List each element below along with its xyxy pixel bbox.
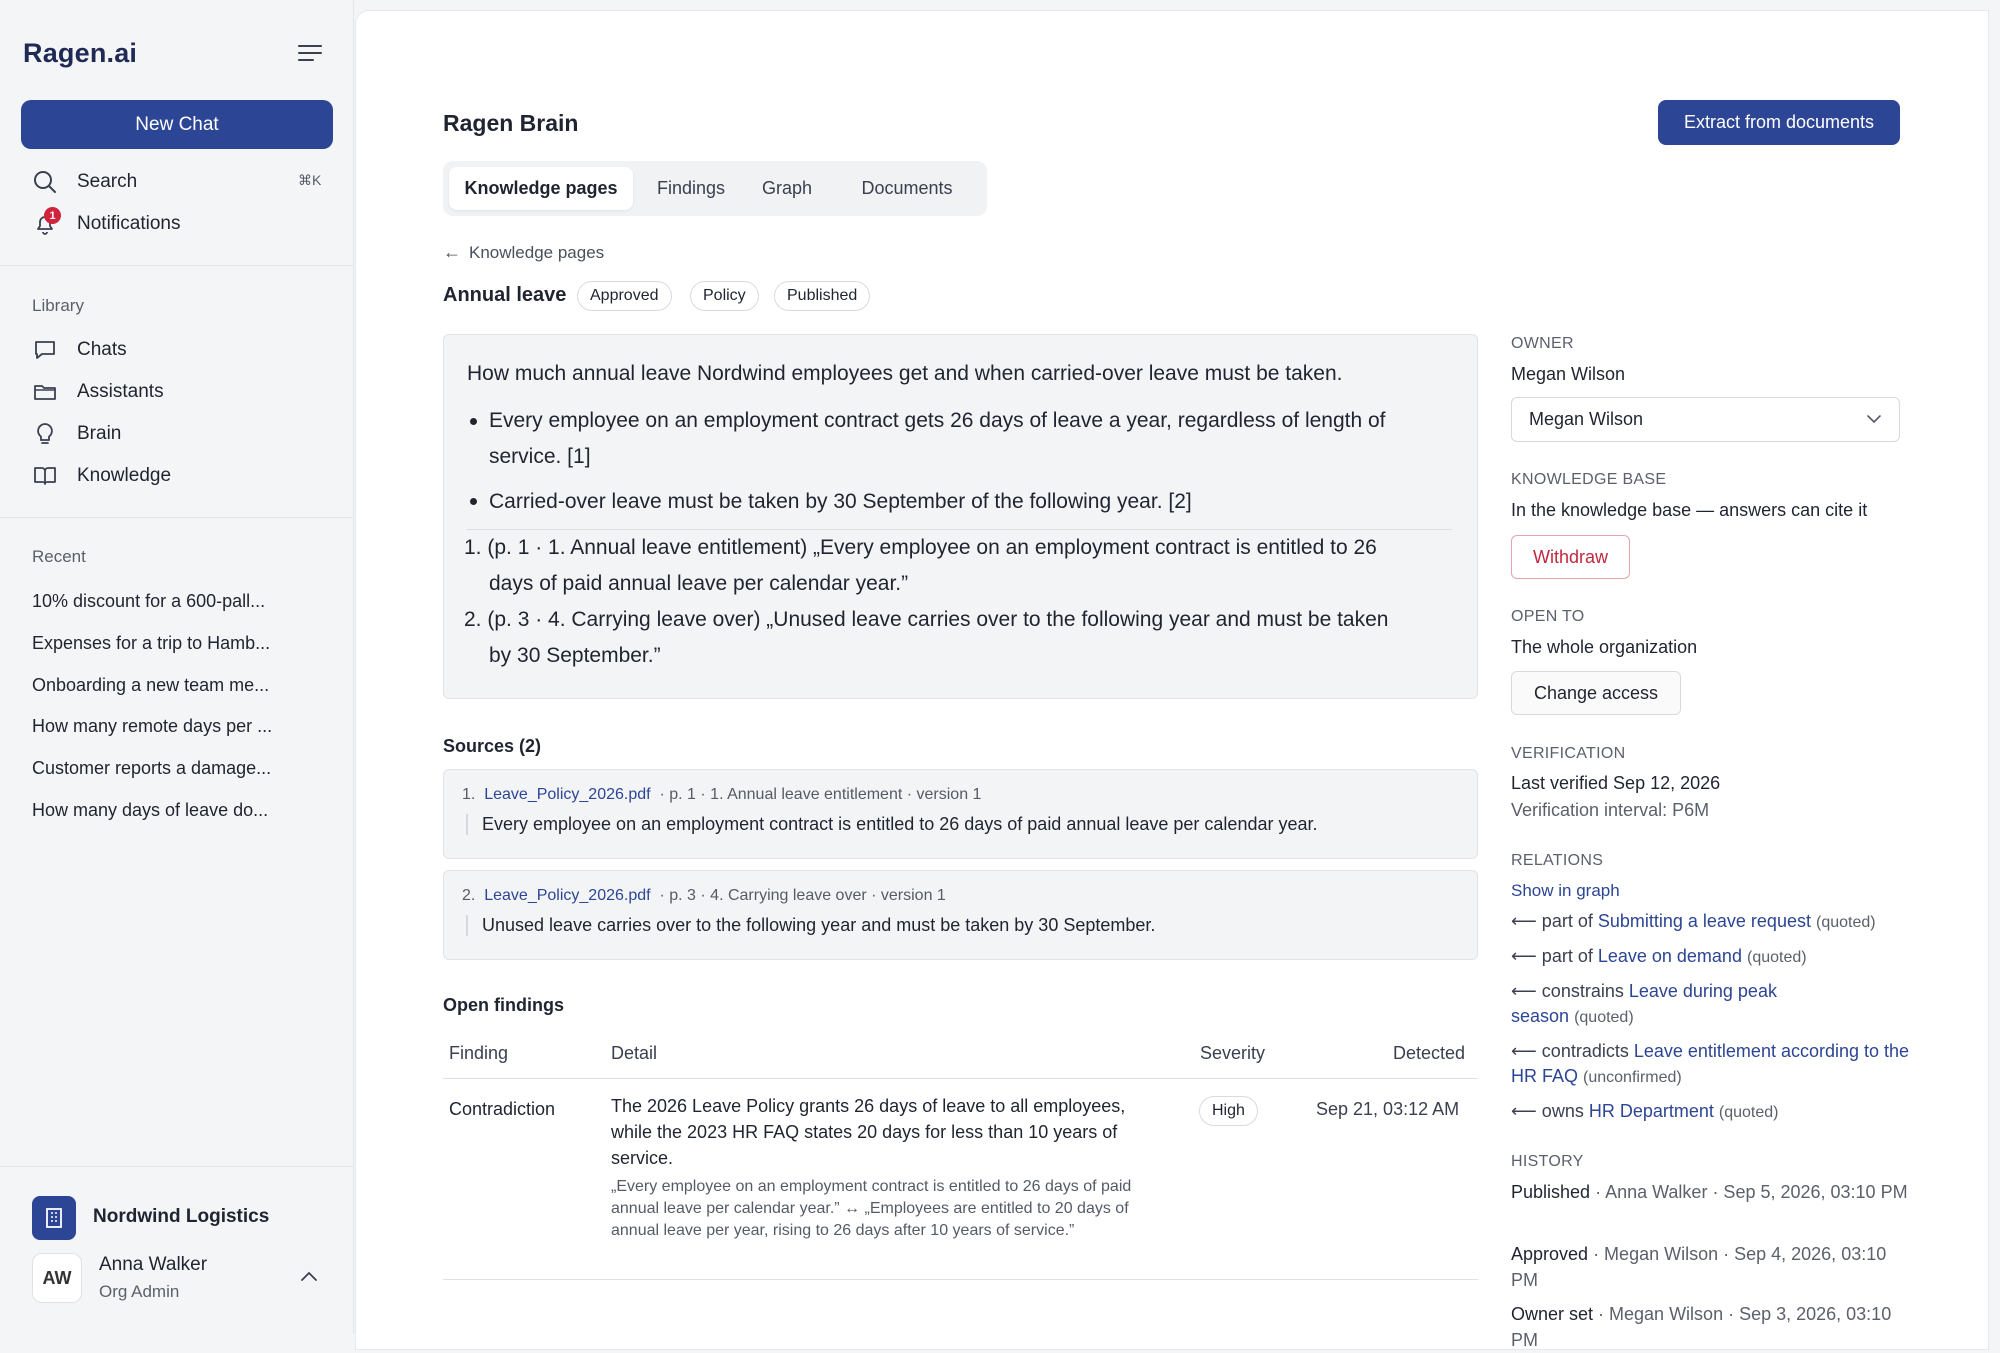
source-card <box>443 769 1478 859</box>
divider <box>443 1078 1478 1079</box>
sidebar-item-search[interactable] <box>32 166 137 198</box>
relation-item <box>1511 1099 1911 1125</box>
relation-tag: (unconfirmed) <box>1583 1069 1682 1086</box>
owner-name: Megan Wilson <box>1511 364 1626 384</box>
finding-quote: „Every employee on an employment contract is entitled to 26 days of paid annual leave per calendar year.” ↔ „Employees are entitled to 20 days of annual leave per year, rising to 26 days after 10 years of service.” <box>611 1178 1132 1239</box>
sidebar-item-label: Chats <box>77 339 127 360</box>
recent-chat-item[interactable]: How many days of leave do... <box>32 800 269 820</box>
sidebar-item-label: Notifications <box>77 213 181 234</box>
status-badge: Published <box>774 281 870 311</box>
divider <box>0 1166 354 1167</box>
sources-title: Sources (2) <box>443 736 542 756</box>
chevron-up-icon[interactable] <box>300 1270 318 1282</box>
owner-label: OWNER <box>1511 335 1574 352</box>
history-action: Published <box>1511 1182 1591 1202</box>
relation-item <box>1511 944 1911 970</box>
relation-link[interactable]: Leave during peak season <box>1511 981 1777 1026</box>
library-label: Library <box>32 296 84 315</box>
summary-text: How much annual leave Nordwind employees get and when carried-over leave must be taken. <box>467 362 1343 385</box>
avatar[interactable]: AW <box>32 1253 82 1303</box>
history-action: Approved <box>1511 1244 1589 1264</box>
bullet-text: service. [1] <box>489 445 591 468</box>
source-quote: Every employee on an employment contract is entitled to 26 days of paid annual leave per calendar year. <box>466 814 1318 835</box>
recent-chat-item[interactable]: Customer reports a damage... <box>32 758 272 778</box>
show-in-graph-link[interactable]: Show in graph <box>1511 881 1620 900</box>
column-header: Finding <box>449 1043 509 1063</box>
open-to-text: The whole organization <box>1511 637 1698 657</box>
open-to-label: OPEN TO <box>1511 608 1585 625</box>
recent-chat-item[interactable]: Expenses for a trip to Hamb... <box>32 633 271 653</box>
bullet <box>470 418 477 425</box>
relation-type: ⟵ part of <box>1511 946 1598 966</box>
citation-text: by 30 September.” <box>489 644 661 667</box>
sidebar-item-label: Brain <box>77 423 122 444</box>
menu-icon[interactable] <box>298 44 322 62</box>
source-quote: Unused leave carries over to the following year and must be taken by 30 September. <box>466 915 1155 936</box>
user-role: Org Admin <box>99 1282 180 1301</box>
arrow-left-icon: ← <box>443 242 461 262</box>
relation-item <box>1511 909 1911 935</box>
severity-badge: High <box>1199 1096 1258 1126</box>
column-header: Detail <box>611 1043 658 1063</box>
relation-tag: (quoted) <box>1746 949 1807 966</box>
relation-link[interactable]: Submitting a leave request <box>1597 911 1811 931</box>
relation-type: ⟵ constrains <box>1511 981 1629 1001</box>
sidebar-item-label: Knowledge <box>77 465 172 486</box>
back-link-label: Knowledge pages <box>469 242 605 262</box>
verification-interval: Verification interval: P6M <box>1511 800 1710 820</box>
relation-link[interactable]: Leave on demand <box>1597 946 1742 966</box>
findings-title: Open findings <box>443 995 564 1015</box>
citation-text: days of paid annual leave per calendar year.” <box>489 572 909 595</box>
finding-detail: The 2026 Leave Policy grants 26 days of leave to all employees, while the 2023 HR FAQ states 20 days for less than 10 years of service. <box>611 1096 1126 1168</box>
relation-type: ⟵ owns <box>1511 1101 1589 1121</box>
citation-text: 1. (p. 1 · 1. Annual leave entitlement) „Every employee on an employment contract is entitled to 26 <box>464 536 1377 559</box>
source-meta: · p. 1 · 1. Annual leave entitlement · version 1 <box>659 786 982 803</box>
chat-bubble-icon <box>32 337 58 363</box>
history-item <box>1511 1179 1911 1205</box>
knowledge-page-title: Annual leave <box>443 284 567 306</box>
sidebar-item-label: Search <box>77 171 138 192</box>
lightbulb-icon <box>32 421 58 447</box>
folder-icon <box>32 379 58 405</box>
source-file-link[interactable]: Leave_Policy_2026.pdf <box>484 887 651 904</box>
column-header: Detected <box>1393 1043 1466 1063</box>
extract-from-documents-button[interactable]: Extract from documents <box>1658 100 1900 145</box>
kb-text: In the knowledge base — answers can cite it <box>1511 500 1868 520</box>
tab-findings[interactable]: Findings <box>656 178 726 198</box>
divider <box>443 1279 1478 1280</box>
relation-link[interactable]: Leave entitlement according to the HR FAQ <box>1511 1041 1910 1086</box>
owner-select-value: Megan Wilson <box>1529 409 1644 429</box>
sidebar-item-assistants[interactable] <box>32 376 164 408</box>
detected-time: Sep 21, 03:12 AM <box>1316 1099 1460 1119</box>
bullet-text: Carried-over leave must be taken by 30 September of the following year. [2] <box>489 490 1192 513</box>
kb-label: KNOWLEDGE BASE <box>1511 471 1667 488</box>
column-header: Severity <box>1200 1043 1266 1063</box>
verification-label: VERIFICATION <box>1511 745 1626 762</box>
tab-knowledge-pages[interactable]: Knowledge pages <box>449 167 633 210</box>
chevron-down-icon <box>1867 414 1881 424</box>
source-card <box>443 870 1478 960</box>
history-label: HISTORY <box>1511 1153 1584 1170</box>
divider <box>0 517 354 518</box>
back-link[interactable] <box>443 242 604 263</box>
type-badge: Policy <box>690 281 759 311</box>
page-title: Ragen Brain <box>443 110 579 136</box>
history-item <box>1511 1241 1911 1293</box>
sidebar-item-chats[interactable] <box>32 334 127 366</box>
finding-type[interactable]: Contradiction <box>449 1099 556 1119</box>
source-meta: · p. 3 · 4. Carrying leave over · version 1 <box>659 887 946 904</box>
recent-chat-item[interactable]: Onboarding a new team me... <box>32 675 270 695</box>
citation-text: 2. (p. 3 · 4. Carrying leave over) „Unused leave carries over to the following year and must be taken <box>464 608 1389 631</box>
relation-tag: (quoted) <box>1718 1104 1779 1121</box>
history-action: Owner set <box>1511 1304 1594 1324</box>
search-icon <box>32 169 58 195</box>
source-number: 2. <box>462 887 476 904</box>
bell-icon <box>32 211 58 237</box>
org-name[interactable]: Nordwind Logistics <box>93 1206 270 1227</box>
book-icon <box>32 463 58 489</box>
source-number: 1. <box>462 786 476 803</box>
last-verified: Last verified Sep 12, 2026 <box>1511 773 1721 793</box>
status-badge: Approved <box>577 281 672 311</box>
new-chat-button[interactable]: New Chat <box>21 100 333 149</box>
relations-label: RELATIONS <box>1511 852 1604 869</box>
bullet <box>470 498 477 505</box>
tab-graph[interactable]: Graph <box>761 178 813 198</box>
history-detail: · Anna Walker · Sep 5, 2026, 03:10 PM <box>1590 1182 1908 1202</box>
search-shortcut: ⌘K <box>298 172 322 188</box>
sidebar <box>0 0 354 1334</box>
sidebar-item-knowledge[interactable] <box>32 460 171 492</box>
withdraw-button[interactable]: Withdraw <box>1511 535 1630 579</box>
relation-tag: (quoted) <box>1574 1009 1634 1026</box>
relation-item <box>1511 1039 1911 1090</box>
building-icon[interactable] <box>32 1196 76 1240</box>
change-access-button[interactable]: Change access <box>1511 671 1681 715</box>
sidebar-item-brain[interactable] <box>32 418 121 450</box>
bullet-text: Every employee on an employment contract gets 26 days of leave a year, regardless of length of <box>489 409 1386 432</box>
tab-documents[interactable]: Documents <box>861 178 953 198</box>
relation-item <box>1511 979 1811 1030</box>
relation-tag: (quoted) <box>1816 914 1876 931</box>
recent-chat-item[interactable]: 10% discount for a 600-pall... <box>32 591 266 611</box>
user-name: Anna Walker <box>99 1254 208 1275</box>
history-detail: · Megan Wilson · Sep 3, 2026, 03:10 PM <box>1511 1304 1892 1350</box>
source-file-link[interactable]: Leave_Policy_2026.pdf <box>484 786 651 803</box>
relation-type: ⟵ contradicts <box>1511 1041 1634 1061</box>
app-logo[interactable]: Ragen.ai <box>23 38 138 68</box>
relation-type: ⟵ part of <box>1511 911 1598 931</box>
notification-badge: 1 <box>44 207 61 224</box>
divider <box>0 265 354 266</box>
recent-label: Recent <box>32 547 86 566</box>
recent-chat-item[interactable]: How many remote days per ... <box>32 716 273 736</box>
owner-select[interactable] <box>1511 397 1900 442</box>
relation-link[interactable]: HR Department <box>1588 1101 1714 1121</box>
tab-bar <box>443 161 987 216</box>
history-detail: · Megan Wilson · Sep 4, 2026, 03:10 PM <box>1511 1244 1887 1290</box>
sidebar-item-label: Assistants <box>77 381 164 402</box>
sidebar-item-notifications[interactable] <box>32 208 181 240</box>
history-item <box>1511 1301 1911 1350</box>
